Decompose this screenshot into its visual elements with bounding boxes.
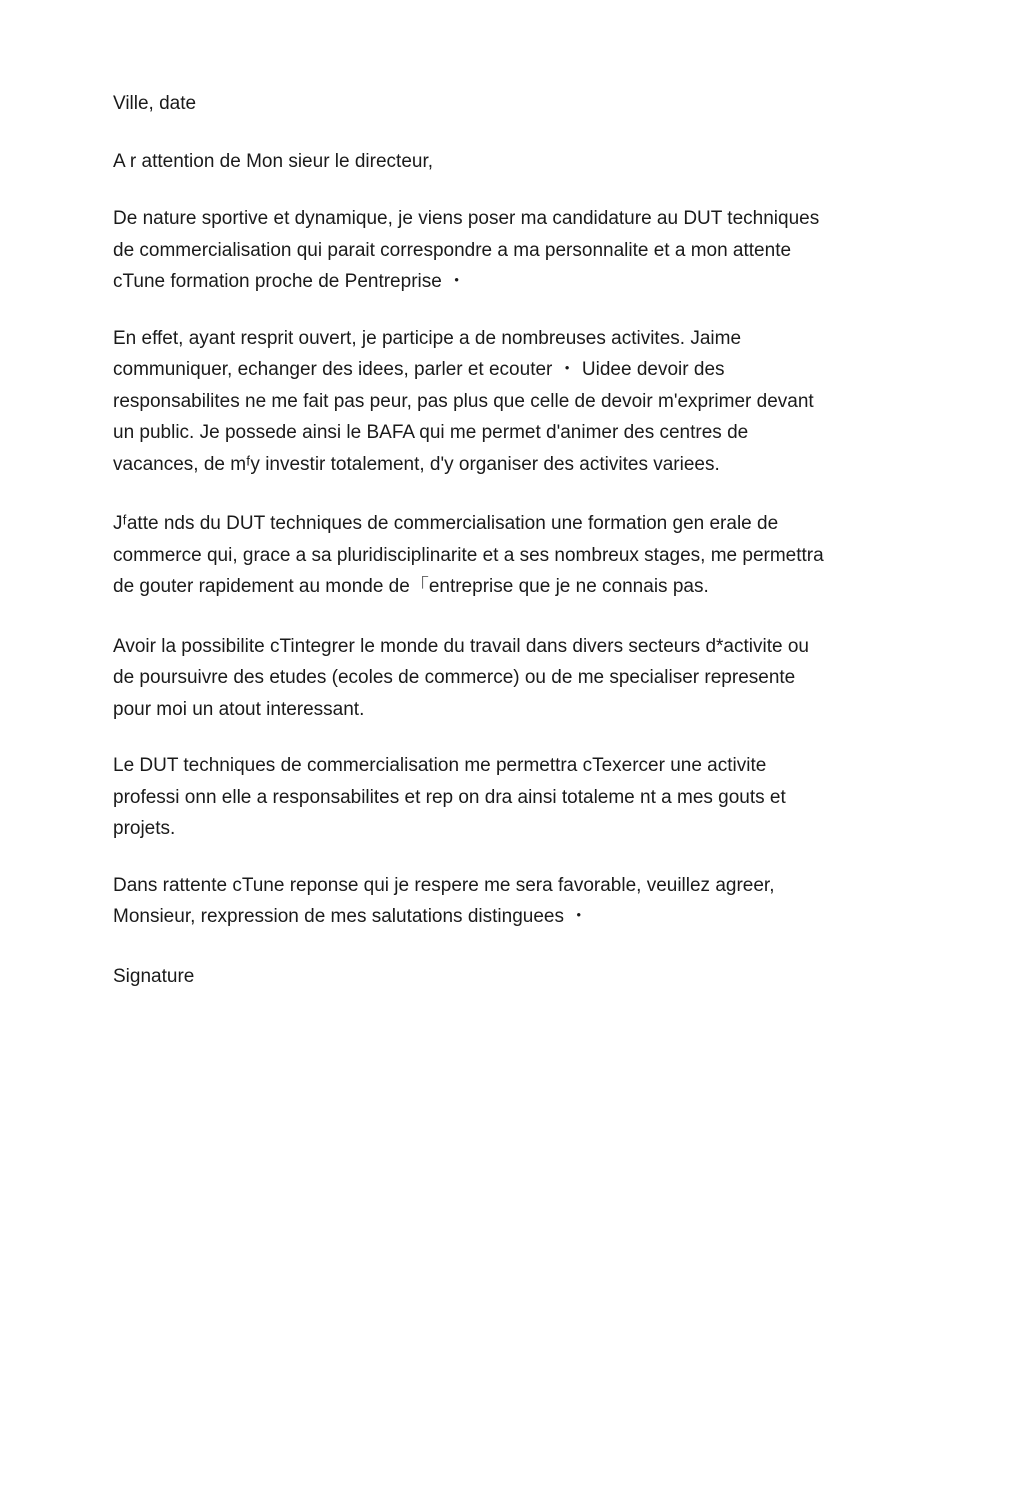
paragraph-line: Dans rattente cTune reponse qui je respere me sera favorable, veuillez agreer, — [113, 874, 775, 896]
paragraph-expectations — [113, 508, 913, 603]
paragraph-opportunities — [113, 631, 913, 726]
paragraph-line: professi onn elle a responsabilites et rep on dra ainsi totaleme nt a mes gouts et — [113, 786, 786, 808]
place-date: Ville, date — [113, 93, 197, 114]
paragraph-line: un public. Je possede ainsi le BAFA qui me permet d'animer des centres de — [113, 422, 749, 443]
paragraph-line: de commercialisation qui parait correspondre a ma personnalite et a mon attente — [113, 239, 792, 261]
paragraph-line: de gouter rapidement au monde de「entreprise que je ne connais pas. — [113, 576, 709, 597]
paragraph-line: pour moi un atout interessant. — [113, 698, 365, 720]
paragraph-motivation — [113, 203, 913, 298]
paragraph-line: de poursuivre des etudes (ecoles de commerce) ou de me specialiser represente — [113, 667, 796, 688]
paragraph-line: Avoir la possibilite cTintegrer le monde du travail dans divers secteurs d*activite ou — [113, 635, 809, 657]
salutation: A r attention de Mon sieur le directeur, — [113, 150, 434, 172]
paragraph-line: Jᶠatte nds du DUT techniques de commercialisation une formation gen erale de — [113, 513, 779, 534]
paragraph-closing — [113, 870, 913, 933]
paragraph-line: commerce qui, grace a sa pluridisciplinarite et a ses nombreux stages, me permettra — [113, 544, 824, 566]
paragraph-line: communiquer, echanger des idees, parler et ecouter ・ Uidee devoir des — [113, 359, 725, 380]
cover-letter — [113, 88, 913, 992]
paragraph-line: Le DUT techniques de commercialisation me permettra cTexercer une activite — [113, 755, 767, 776]
paragraph-goals — [113, 750, 913, 845]
paragraph-line: vacances, de mᶠy investir totalement, d'y organiser des activites variees. — [113, 453, 720, 475]
paragraph-line: projets. — [113, 818, 176, 839]
paragraph-line: Monsieur, rexpression de mes salutations distinguees ・ — [113, 906, 589, 927]
paragraph-line: responsabilites ne me fait pas peur, pas plus que celle de devoir m'exprimer devant — [113, 390, 814, 412]
signature: Signature — [113, 965, 195, 987]
paragraph-line: En effet, ayant resprit ouvert, je participe a de nombreuses activites. Jaime — [113, 327, 742, 349]
paragraph-line: cTune formation proche de Pentreprise ・ — [113, 271, 467, 292]
paragraph-line: De nature sportive et dynamique, je viens poser ma candidature au DUT techniques — [113, 208, 820, 229]
paragraph-personality — [113, 323, 913, 481]
